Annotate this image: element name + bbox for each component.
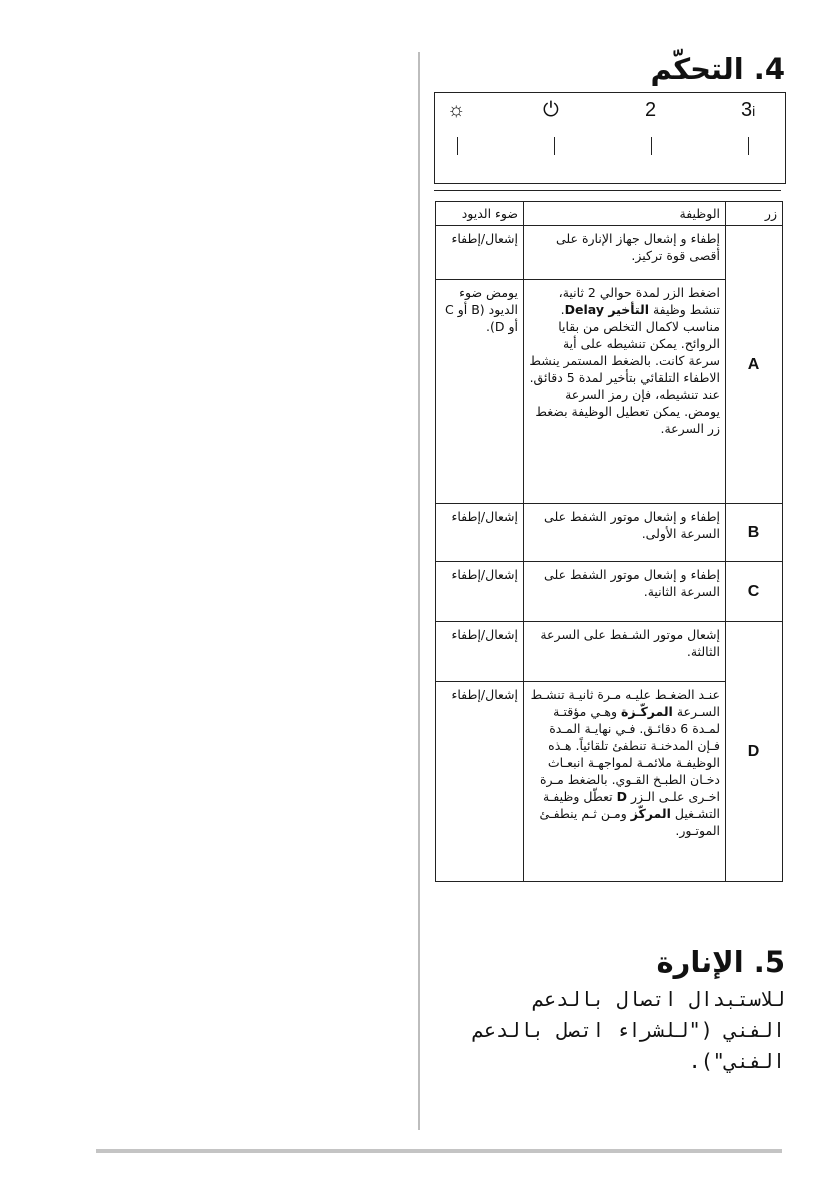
header-button: زر (726, 202, 783, 226)
button-d-cell: D (726, 622, 783, 882)
table-row (436, 562, 783, 622)
speed-2-label: 2 (645, 99, 657, 121)
table-header-row (436, 202, 783, 226)
table-row (436, 504, 783, 562)
function-cell: إطفاء و إشعال موتور الشفط على السرعة الأولى. (524, 504, 726, 562)
led-cell: إشعال/إطفاء (436, 622, 524, 682)
button-d-bold: D (616, 789, 627, 804)
table-row (436, 226, 783, 280)
function-cell: إطفاء و إشعال موتور الشفط على السرعة الثانية. (524, 562, 726, 622)
footer-line (96, 1149, 782, 1153)
led-cell: إشعال/إطفاء (436, 562, 524, 622)
header-function: الوظيفة (524, 202, 726, 226)
led-cell: إشعال/إطفاء (436, 504, 524, 562)
column-divider (418, 52, 420, 1130)
panel-tick (457, 137, 458, 155)
text-part: تعطّل وظيفـة التشـغيل (542, 789, 720, 821)
text-part: . مناسب لاكمال التخلص من بقايا الروائح. يمكن تنشيطه على أية سرعة كانت. بالضغط المستمر ينشط الاطفاء التلقائي بتأخير لمدة 5 دقائق. عند تنشيطه، فإن رمز السرعة يومض. يمكن تعطيل الوظيفة بضغط زر السرعة. (529, 302, 720, 436)
delay-bold: التأخير Delay (564, 302, 649, 317)
section-4-number: 4. (753, 52, 785, 86)
function-cell: إطفاء و إشعال جهاز الإنارة على أقصى قوة تركيز. (524, 226, 726, 280)
led-cell: إشعال/إطفاء (436, 682, 524, 882)
lighting-paragraph: للاستبدال اتصال بالدعم الفني ("للشراء اتصل بالدعم الفني"). (471, 987, 785, 1073)
speed-3-suffix: i (752, 103, 756, 119)
header-led: ضوء الديود (436, 202, 524, 226)
text-part: وهـي مؤقتـة لمـدة 6 دقائـق. فـي نهايـة المـدة فـإن المدخنـة تنطفئ تلقائياً. هـذه الوظيفـة ملائمـة لمواجهـة انبعـاث دخـان الطبـخ القـوي. بالضغط مـرة اخـرى علـى الـزر (540, 704, 720, 804)
button-c-cell: C (726, 562, 783, 622)
control-panel-diagram (434, 92, 786, 184)
controls-table (435, 201, 783, 882)
section-4-heading (650, 52, 785, 86)
led-cell: يومض ضوء الديود (B أو C أو D). (436, 280, 524, 504)
led-cell: إشعال/إطفاء (436, 226, 524, 280)
button-a-cell: A (726, 226, 783, 504)
section-5-number: 5. (753, 945, 785, 979)
section-4-title: التحكّم (650, 52, 744, 86)
panel-tick (748, 137, 749, 155)
section-separator (434, 190, 781, 191)
section-5-title: الإنارة (656, 945, 744, 979)
text-part: اضغط الزر لمدة حوالي 2 ثانية، تنشط وظيفة (558, 285, 720, 317)
table-row (436, 622, 783, 682)
text-part: ومـن ثـم ينطفـئ الموتـور. (539, 806, 720, 838)
sun-icon: ☼ (447, 99, 466, 121)
function-cell (524, 280, 726, 504)
boost-bold: المركّز (630, 806, 671, 821)
speed-3-label (741, 99, 755, 122)
function-cell (524, 682, 726, 882)
section-5-heading (657, 945, 785, 979)
panel-tick (554, 137, 555, 155)
function-cell: إشعال موتور الشـفط على السرعة الثالثة. (524, 622, 726, 682)
panel-tick (651, 137, 652, 155)
button-b-cell: B (726, 504, 783, 562)
power-icon: ⏻ (543, 99, 559, 121)
speed-3-number: 3 (741, 99, 753, 121)
boost-bold: المركّـزة (621, 704, 673, 719)
text-part: عنـد الضغـط عليـه مـرة ثانيـة تنشـط السـرعة (530, 687, 720, 719)
